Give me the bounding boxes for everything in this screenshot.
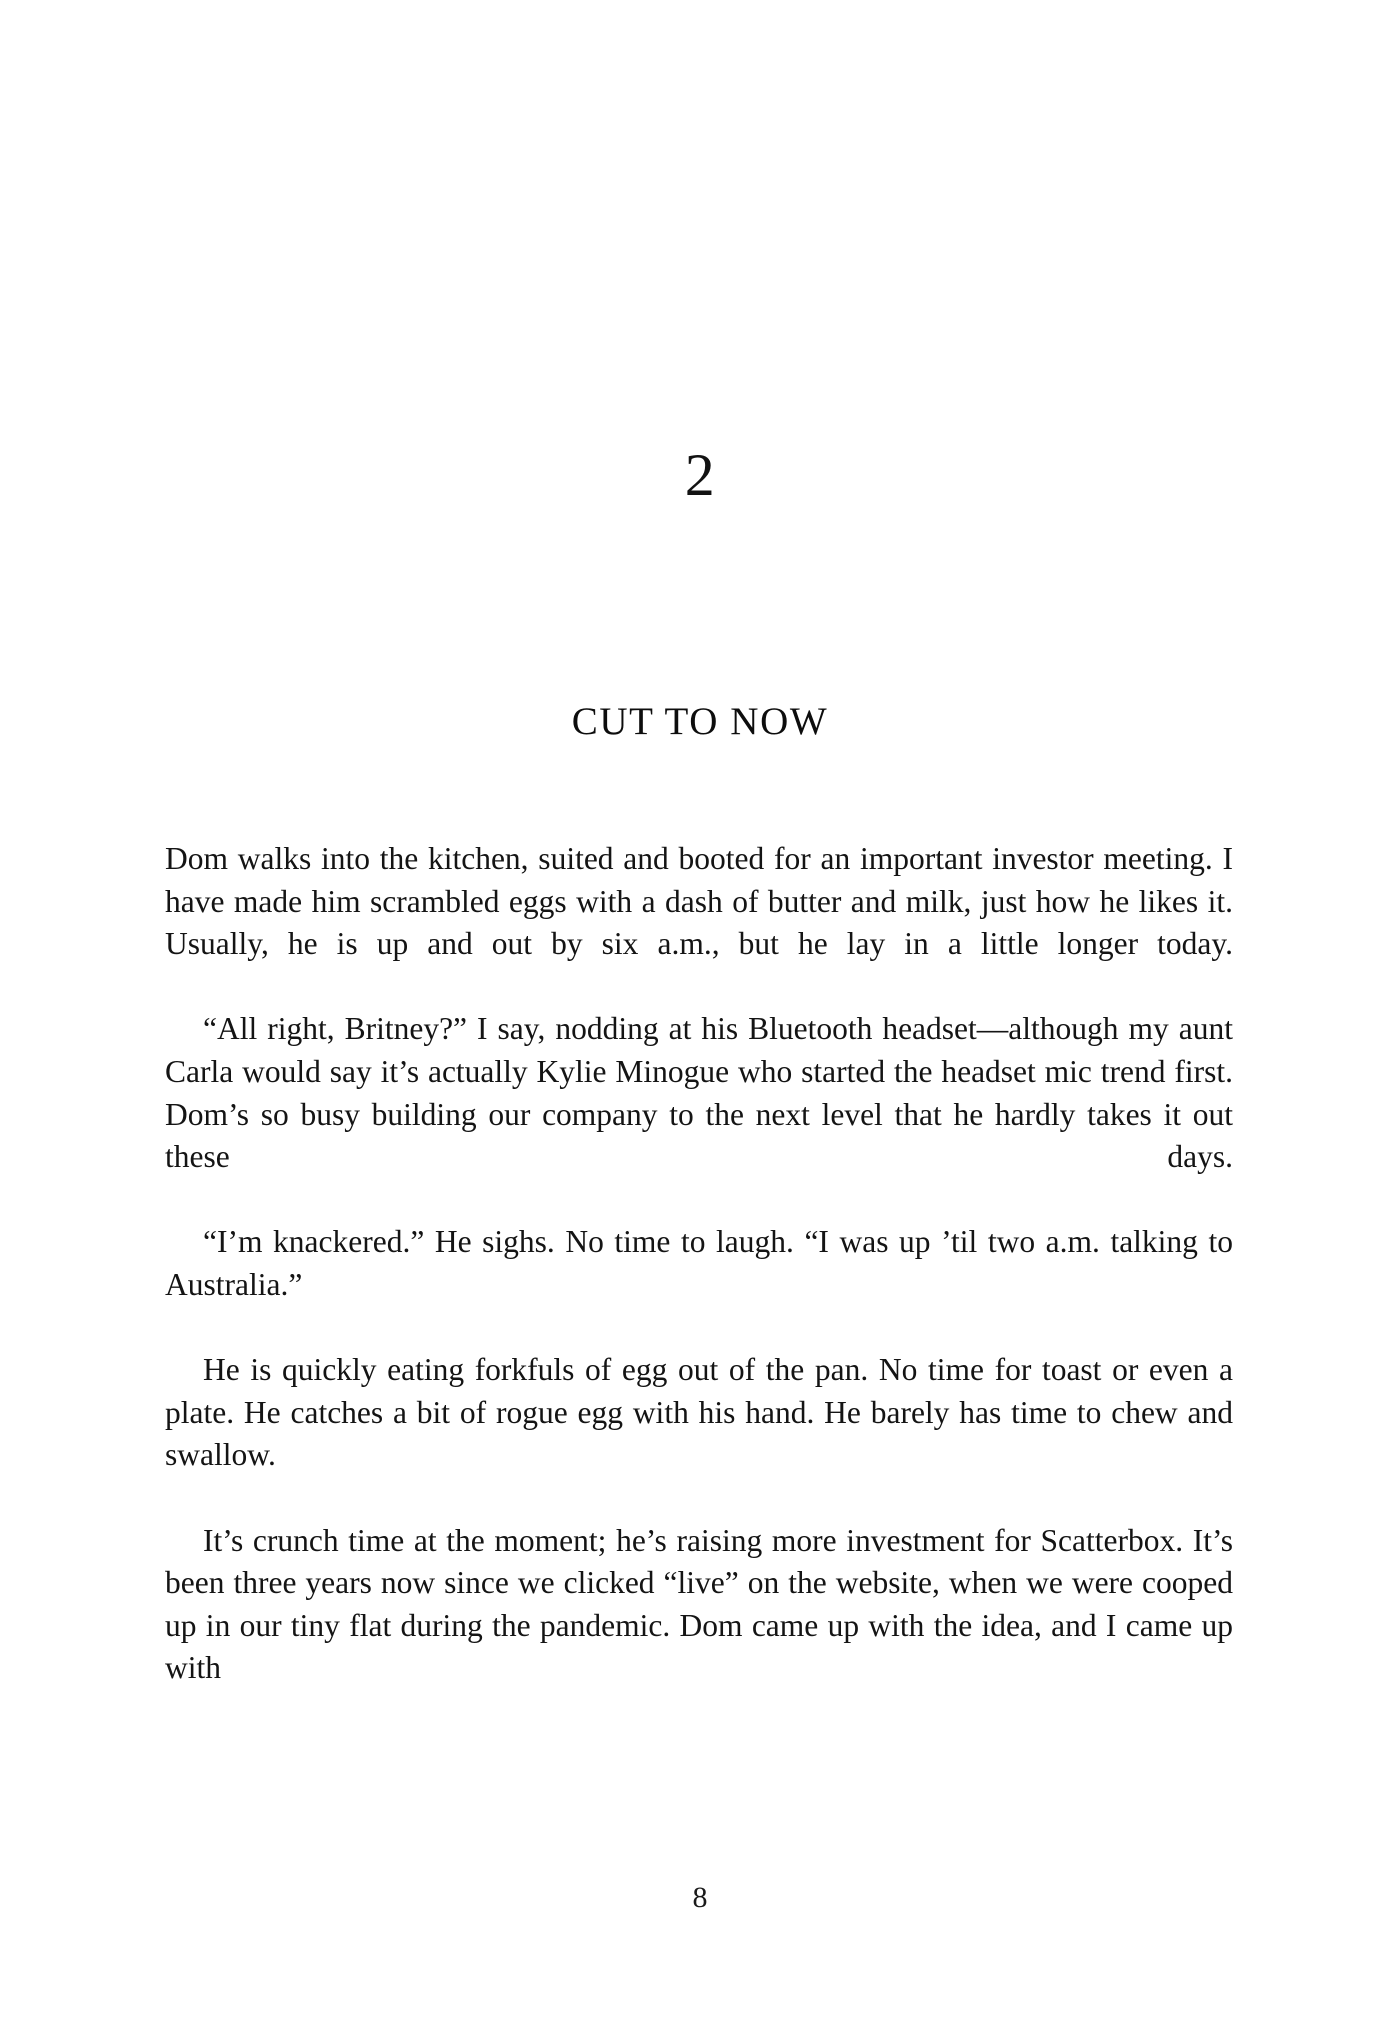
body-paragraph: He is quickly eating forkfuls of egg out of the pan. No time for toast or even a plate. He catches a bit of rogue egg with his hand. He barely has time to chew and swallow. [165, 1352, 1233, 1473]
chapter-number: 2 [684, 442, 716, 508]
body-text-column [165, 838, 1233, 1732]
page-number: 8 [692, 1881, 708, 1914]
body-paragraph: It’s crunch time at the moment; he’s raising more investment for Scatterbox. It’s been three years now since we clicked “live” on the website, when we were cooped up in our tiny flat during the pandemic. Dom came up with the idea, and I came up with [165, 1522, 1233, 1686]
body-paragraph: “I’m knackered.” He sighs. No time to laugh. “I was up ’til two a.m. talking to Australia.” [165, 1224, 1233, 1302]
chapter-title: CUT TO NOW [571, 700, 829, 744]
body-paragraph: Dom walks into the kitchen, suited and booted for an important investor meeting. I have made him scrambled eggs with a dash of butter and milk, just how he likes it. Usually, he is up and out by six a.m., but he lay in a little longer today. [165, 841, 1233, 962]
body-paragraph: “All right, Britney?” I say, nodding at his Bluetooth headset—although my aunt Carla would say it’s actually Kylie Minogue who started the headset mic trend first. Dom’s so busy building our company to the next level that he hardly takes it out these days. [165, 1011, 1233, 1175]
